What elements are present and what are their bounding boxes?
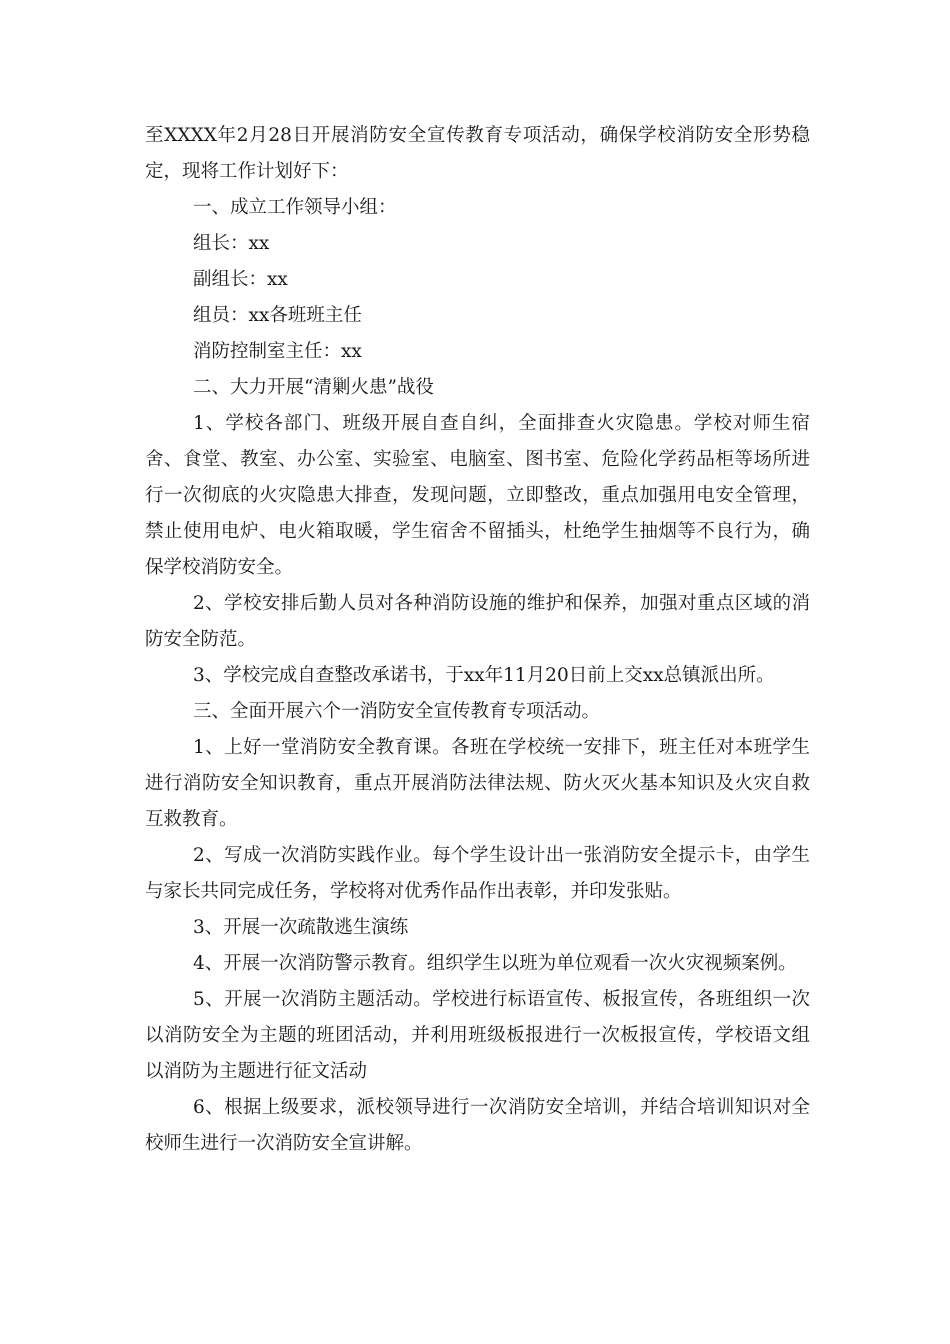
- paragraph-item: 2、学校安排后勤人员对各种消防设施的维护和保养，加强对重点区域的消防安全防范。: [145, 593, 810, 650]
- paragraph-item: 1、学校各部门、班级开展自查自纠，全面排查火灾隐患。学校对师生宿舍、食堂、教室、办公室、实验室、电脑室、图书室、危险化学药品柜等场所进行一次彻底的火灾隐患大排查，发现问题，立即整改，重点加强用电安全管理，禁止使用电炉、电火箱取暖，学生宿舍不留插头，杜绝学生抽烟等不良行为，确保学校消防安全。: [145, 413, 810, 578]
- control-room-director-line: 消防控制室主任：xx: [193, 341, 362, 362]
- paragraph-item: 3、开展一次疏散逃生演练: [193, 917, 409, 938]
- paragraph-item: 6、根据上级要求，派校领导进行一次消防安全培训，并结合培训知识对全校师生进行一次消防安全宣讲解。: [145, 1097, 810, 1154]
- section-heading-2: 二、大力开展“清剿火患”战役: [193, 377, 434, 398]
- paragraph-item: 4、开展一次消防警示教育。组织学生以班为单位观看一次火灾视频案例。: [193, 953, 797, 974]
- paragraph-intro: 至XXXX年2月28日开展消防安全宣传教育专项活动，确保学校消防安全形势稳定，现将工作计划好下：: [145, 125, 810, 182]
- members-line: 组员：xx各班班主任: [193, 305, 362, 326]
- paragraph-item: 5、开展一次消防主题活动。学校进行标语宣传、板报宣传，各班组织一次以消防安全为主题的班团活动，并利用班级板报进行一次板报宣传，学校语文组以消防为主题进行征文活动: [145, 989, 810, 1082]
- paragraph-item: 2、写成一次消防实践作业。每个学生设计出一张消防安全提示卡，由学生与家长共同完成任务，学校将对优秀作品作出表彰，并印发张贴。: [145, 845, 810, 902]
- document-body: [145, 118, 810, 1162]
- paragraph-item: 3、学校完成自查整改承诺书，于xx年11月20日前上交xx总镇派出所。: [193, 665, 775, 686]
- deputy-leader-line: 副组长：xx: [193, 269, 288, 290]
- leader-line: 组长：xx: [193, 233, 270, 254]
- paragraph-item: 1、上好一堂消防安全教育课。各班在学校统一安排下，班主任对本班学生进行消防安全知识教育，重点开展消防法律法规、防火灭火基本知识及火灾自救互救教育。: [145, 737, 810, 830]
- section-heading-1: 一、成立工作领导小组：: [193, 197, 397, 218]
- section-heading-3: 三、全面开展六个一消防安全宣传教育专项活动。: [193, 701, 601, 722]
